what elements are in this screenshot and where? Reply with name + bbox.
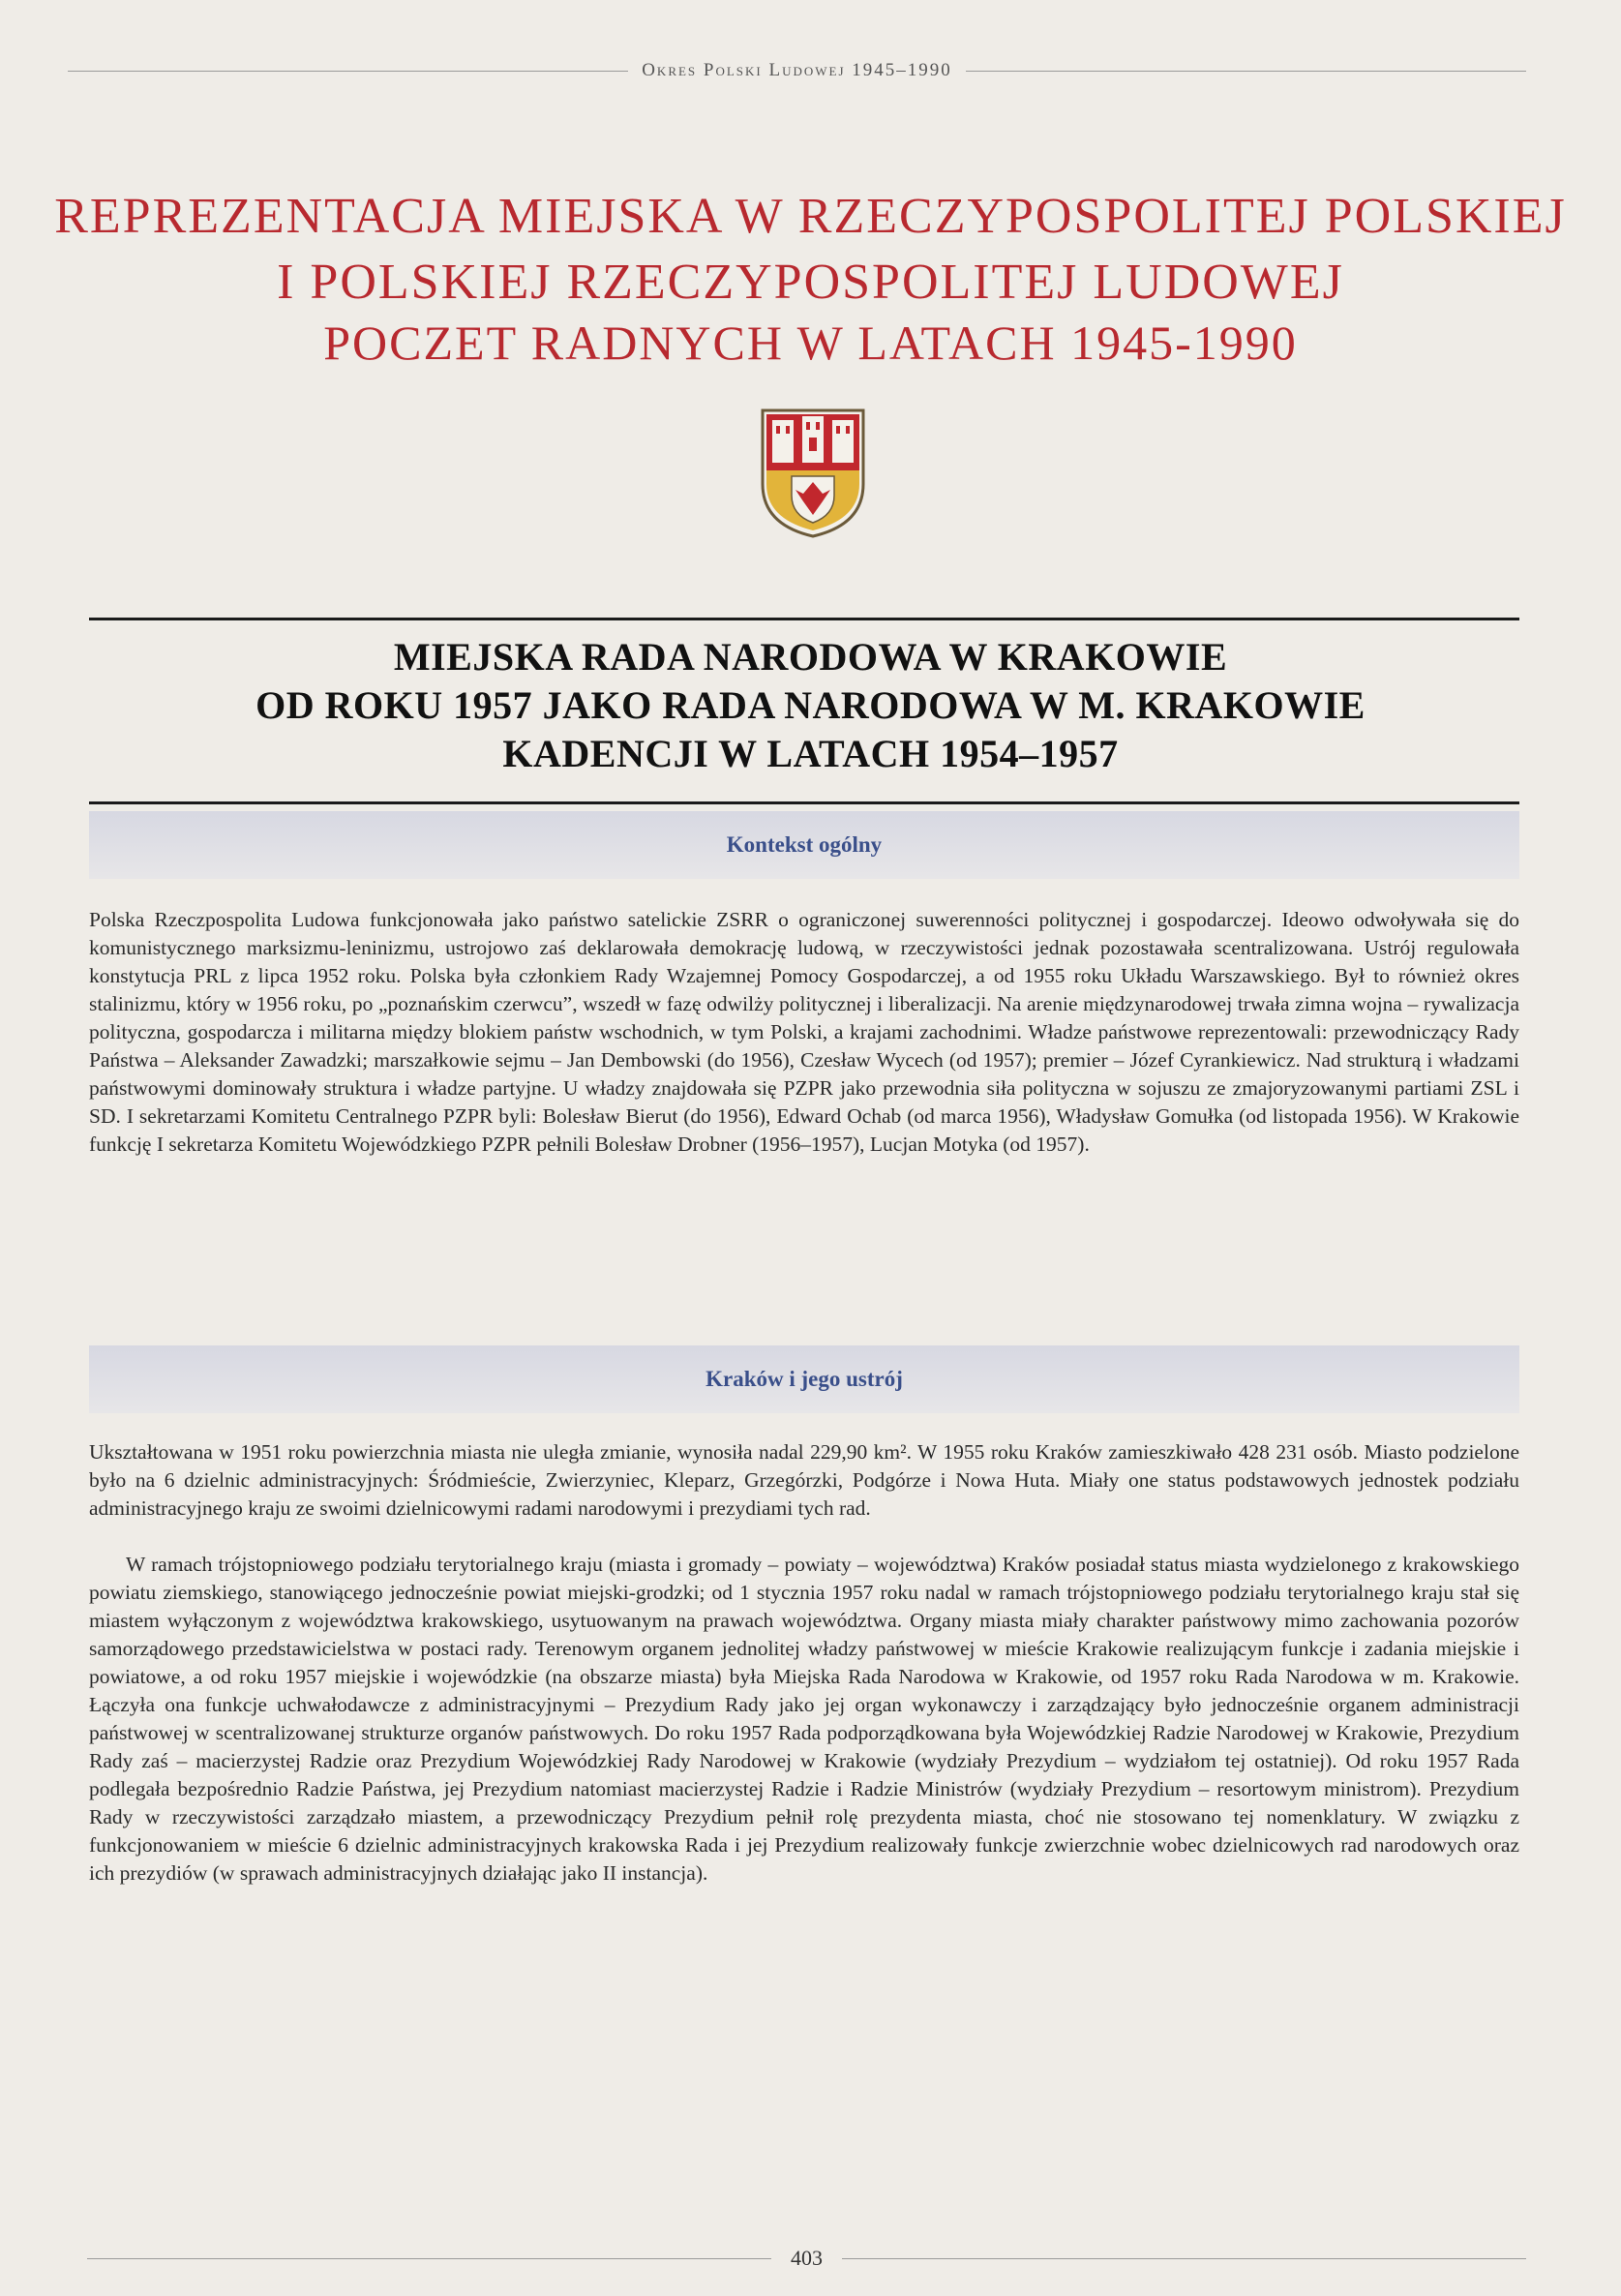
page-number: 403: [791, 2246, 823, 2270]
section-heading-krakow: Kraków i jego ustrój: [89, 1345, 1519, 1413]
header-rule-top: [89, 618, 1519, 620]
running-head: [68, 60, 1526, 81]
section-paragraph: W ramach trójstopniowego podziału terytorialnego kraju (miasta i gromady – powiaty – województwa) Kraków posiadał status miasta wydzielonego z krakowskiego powiatu ziemskiego, stanowiącego jednocześnie powiat miejski-grodzki; od 1 stycznia 1957 roku nadal w ramach trójstopniowego podziału terytorialnego kraju stał się miastem wyłączonym z województwa krakowskiego, usytuowanym na prawach województwa. Organy miasta miały charakter państwowy mimo zachowania pozorów samorządowego przedstawicielstwa w postaci rady. Terenowym organem jednolitej władzy państwowej w mieście Krakowie realizującym funkcje i zadania miejskie i powiatowe, a od roku 1957 miejskie i wojewódzkie (na obszarze miasta) była Miejska Rada Narodowa w Krakowie, od 1957 roku Rada Narodowa w m. Krakowie. Łączyła ona funkcje uchwałodawcze z administracyjnymi – Prezydium Rady jako jej organ wykonawczy i zarządzający było jednocześnie organem administracji państwowej w scentralizowanej strukturze organów państwowych. Do roku 1957 Rada podporządkowana była Wojewódzkiej Radzie Narodowej w Krakowie, Prezydium Rady zaś – macierzystej Radzie oraz Prezydium Wojewódzkiej Rady Narodowej w Krakowie (wydziały Prezydium – wydziałom tej ostatniej). Od roku 1957 Rada podlegała bezpośrednio Radzie Państwa, jej Prezydium natomiast macierzystej Radzie i Radzie Ministrów (wydziały Prezydium – resortowym ministrom). Prezydium Rady w rzeczywistości zarządzało miastem, a przewodniczący Prezydium pełnił rolę prezydenta miasta, choć nie stosowano tej nomenklatury. W związku z funkcjonowaniem w mieście 6 dzielnic administracyjnych krakowska Rada i jej Prezydium realizowały funkcje zwierzchnie wobec dzielnicowych rad narodowych oraz ich prezydiów (w sprawach administracyjnych działając jako II instancja).: [89, 1553, 1519, 1885]
running-head-rule-right: [966, 71, 1526, 72]
council-title: [0, 633, 1621, 778]
footer-rule-right: [842, 2258, 1526, 2259]
council-title-line-1: MIEJSKA RADA NARODOWA W KRAKOWIE: [393, 635, 1228, 679]
footer-rule-left: [87, 2258, 771, 2259]
page-footer: [87, 2246, 1526, 2271]
section-heading-kontekst: Kontekst ogólny: [89, 811, 1519, 879]
council-title-line-2: OD ROKU 1957 JAKO RADA NARODOWA W M. KRAKOWIE: [255, 683, 1366, 727]
section-paragraph: Polska Rzeczpospolita Ludowa funkcjonowała jako państwo satelickie ZSRR o ograniczonej suwerenności politycznej i gospodarczej. Ideowo odwoływała się do komunistycznego marksizmu-leninizmu, ustrojowo zaś deklarowała demokrację ludową, w rzeczywistości jednak pozostawała scentralizowana. Ustrój regulowała konstytucja PRL z lipca 1952 roku. Polska była członkiem Rady Wzajemnej Pomocy Gospodarczej, a od 1955 roku Układu Warszawskiego. Był to również okres stalinizmu, który w 1956 roku, po „poznańskim czerwcu”, wszedł w fazę odwilży politycznej i liberalizacji. Na arenie międzynarodowej trwała zimna wojna – rywalizacja polityczna, gospodarcza i militarna między blokiem państw wschodnich, w tym Polski, a krajami zachodnimi. Władze państwowe reprezentowali: przewodniczący Rady Państwa – Aleksander Zawadzki; marszałkowie sejmu – Jan Dembowski (do 1956), Czesław Wycech (od 1957); premier – Józef Cyrankiewicz. Nad strukturą i władzami państwowymi dominowały struktura i władze partyjne. U władzy znajdowała się PZPR jako przewodnia siła polityczna w sojuszu ze zmajoryzowanymi partiami ZSL i SD. I sekretarzami Komitetu Centralnego PZPR byli: Bolesław Bierut (do 1956), Edward Ochab (od marca 1956), Władysław Gomułka (od listopada 1956). W Krakowie funkcję I sekretarza Komitetu Wojewódzkiego PZPR pełnili Bolesław Drobner (1956–1957), Lucjan Motyka (od 1957).: [89, 908, 1519, 1156]
header-rule-bottom: [89, 801, 1519, 804]
running-head-rule-left: [68, 71, 628, 72]
series-title-line-1: REPREZENTACJA MIEJSKA W RZECZYPOSPOLITEJ POLSKIEJ: [54, 189, 1567, 244]
series-title: [0, 184, 1621, 316]
council-title-line-3: KADENCJI W LATACH 1954–1957: [502, 732, 1119, 775]
running-head-text: Okres Polski Ludowej 1945–1990: [642, 60, 952, 80]
series-subtitle: POCZET RADNYCH W LATACH 1945-1990: [323, 316, 1298, 370]
section-paragraph: Ukształtowana w 1951 roku powierzchnia miasta nie uległa zmianie, wynosiła nadal 229,90 km². W 1955 roku Kraków zamieszkiwało 428 231 osób. Miasto podzielone było na 6 dzielnic administracyjnych: Śródmieście, Zwierzyniec, Kleparz, Grzegórzki, Podgórze i Nowa Huta. Miały one status podstawowych jednostek podziału administracyjnego kraju ze swoimi dzielnicowymi radami narodowymi i prezydiami tych rad.: [89, 1440, 1519, 1520]
series-title-line-2: I POLSKIEJ RZECZYPOSPOLITEJ LUDOWEJ: [277, 255, 1344, 310]
krakow-coat-of-arms-icon: [759, 407, 867, 540]
